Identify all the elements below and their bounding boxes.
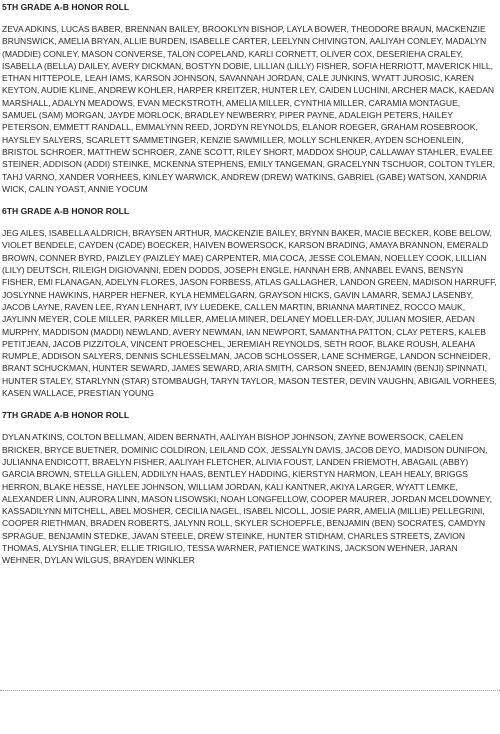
seventh-grade-names: DYLAN ATKINS, COLTON BELLMAN, AIDEN BERNATH, AALIYAH BISHOP JOHNSON, ZAYNE BOWERSOCK, CAELEN BRICKER, BRYCE BUETNER, DOMINIC COLDIRON, LEILAND COX, JESSALYN DAVIS, JACOB DEYO, MADISON DUNIFON, JULIANNA ENDICOTT, BRAELYN FISHER, AALIYAH FLETCHER, ALIVIA FOUST, LANDEN FRIEMOTH, ABAGAIL (ABBY) GARCIA BROWN, STELLA GILLEN, ADDILYN HAAS, BENTLEY HADDING, KIERSTYN HARMON, LEAH HEALY, BRIGGS HERRON, BLAKE HESSE, HAYLEE JOHNSON, WILLIAM JORDAN, KALI KANTNER, AKIYA LARGER, WYATT LEMKE, ALEXANDER LINN, AURORA LINN, MASON LISOWSKI, NOAH LONGFELLOW, COOPER MAURER, JORDAN MCELDOWNEY, KASSADILYNN MITCHELL, ABEL MOSHER, CECILIA NAGEL, ISABEL NICOLL, JOSIE PARR, AMELIA (MILLIE) PELLEGRINI, COOPER RIETHMAN, BRADEN ROBERTS, JALYNN ROLL, SKYLER SCHOEPFLE, BENJAMIN (BEN) SOCRATES, CAMDYN SPRAGUE, BENJAMIN STEDKE, JAVAN STEELE, DREW STEINKE, HUNTER STIDHAM, CHARLES STREETS, ZAVION THOMAS, ALYSHIA TINGLER, ELLIE TRIGILIO, TESSA WARNER, PATIENCE WATKINS, JACKSON WEHNER, JARAN WEHNER, DYLAN WILGUS, BRAYDEN WINKLER (2, 432, 492, 566)
seventh-grade-heading: 7TH GRADE A-B HONOR ROLL (2, 410, 130, 421)
sixth-grade-names: JEG AILES, ISABELLA ALDRICH, BRAYSEN ARTHUR, MACKENZIE BAILEY, BRYNN BAKER, MACIE BECKER, KOBE BELOW, VIOLET BENDELE, CAYDEN (CADE) BOECKER, HAIVEN BOWERSOCK, KARSON BRADING, AMAYA BRANNON, EMERALD BROWN, CONNER BYRD, PAIZLEY (PAIZLEY MAE) CARPENTER, MIA COCA, JESSE COLEMAN, NOELLEY COOK, LILLIAN (LILY) DEUTSCH, RILEIGH DIGIOVANNI, EDEN DODDS, JOSEPH ENGLE, HANNAH ERB, ANNABEL EVANS, BENSYN FISHER, EMI FLANAGAN, ADELYN FLORES, JASON FORBESS, ATLAS GALLAGHER, LANDON GREEN, MADISON HARRUFF, JOSLYNNE HAWKINS, HARPER HEFNER, KYLA HEMMELGARN, GRAYSON HICKS, GAVIN LAMARR, SEMAJ LASENBY, JACOB LAYNE, RAVEN LEE, RYAN LENHART, IVY LUEDEKE, CALLEN MARTIN, BRIANNA MARTINEZ, ROCCO MAUK, JAYLINN MEYER, COLE MILLER, PARKER MILLER, AMELIA MINER, DELANEY MOELLER-DAY, JULIAN MOSIER, AEDAN MURPHY, MADDISON (MADDI) NEWLAND, AVERY NEWMAN, IAN NEWPORT, SAMANTHA PATTON, CLAY PETERS, KALEB PETITJEAN, JACOB PIZZITOLA, VINCENT PROESCHEL, JEREMIAH REYNOLDS, SETH ROOF, BLAKE ROUSH, ALEAHA RUMPLE, ADDISON SALYERS, DENNIS SCHLESSELMAN, JACOB SCHLOSSER, LANE SCHMERGE, LANDON SCHNEIDER, BRANT SCHUCKMAN, HUNTER SEWARD, JAMES SEWARD, ARIA SMITH, CARSON SNEED, BENJAMIN (BENJI) SPINNATI, HUNTER STALEY, STARLYNN (STAR) STOMBAUGH, TARYN TAYLOR, MASON TESTER, DEVIN VAUGHN, ABIGAIL VORHEES, KASEN WALLACE, PRESTIAN YOUNG (2, 228, 497, 399)
page-fold-divider (0, 690, 500, 691)
seventh-grade-section (2, 409, 497, 566)
sixth-grade-section (2, 205, 497, 399)
fifth-grade-names: ZEVA ADKINS, LUCAS BABER, BRENNAN BAILEY, BROOKLYN BISHOP, LAYLA BOWER, THEODORE BRAUN, MACKENZIE BRUNSWICK, AMELIA BRYAN, ALLIE BURDEN, ISABELLE CARTER, LEELYNN CHIVINGTON, AALIYAH CONLEY, MADALYN (MADDIE) CONLEY, MASON CONVERSE, TALON COPELAND, KARLI CORNETT, OLIVER COX, DESERIEHA CRALEY, ISABELLA (BELLA) DAILEY, AVERY DICKMAN, BOSTYN DOBIE, LILLIAN (LILLY) FISHER, SOFIA HERRIOTT, MAVERICK HILL, ETHAN HITTEPOLE, LEAH IAMS, KARSON JOHNSON, SAVANNAH JORDAN, CALE JUNKINS, WYATT JUROSIC, KAREN KEYTON, AUDIE KLINE, ANDREW KOHLER, HARPER KREITZER, HUNTER LEY, CAIDEN LUCHINI, ARCHER MACK, KAEDAN MARSHALL, ADALYN MEADOWS, EVAN MECKSTROTH, AMELIA MILLER, CYNTHIA MILLER, CARAMIA MONTAGUE, SAMUEL (SAM) MORGAN, JAYDE MORLOCK, BRADLEY NEWBERRY, PIPER PAYNE, ADALEIGH PETERS, HAILEY PETERSON, EMMETT RANDALL, EMMALYNN REED, JORDYN REYNOLDS, ELANOR ROEGER, GRAHAM ROSEBROOK, HAYSLEY SALYERS, SCARLETT SAMMETINGER, KENZIE SAWMILLER, MOLLY SCHLENKER, AYDEN SCHOENLEIN, BRISTOL SCHROER, MATTHEW SCHROER, ZANE SCOTT, RILEY SHORT, MADDOX SHOUP, CALLAWAY STAHLER, EVALEE STEINER, ADDISON (ADDI) STEINKE, MCKENNA STEPHENS, EMILY TANGEMAN, GRACELYNN TSCHUOR, COLTON TYLER, TAHJ VARNO, XANDER VORHEES, KINLEY WARWICK, ANDREW (DREW) WATKINS, GABRIEL (GABE) WATSON, XANDRIA WICK, CALIN YOAST, ANNIE YOCUM (2, 24, 495, 194)
fifth-grade-section (2, 1, 497, 195)
fifth-grade-heading: 5TH GRADE A-B HONOR ROLL (2, 2, 130, 12)
sixth-grade-heading: 6TH GRADE A-B HONOR ROLL (2, 206, 130, 217)
